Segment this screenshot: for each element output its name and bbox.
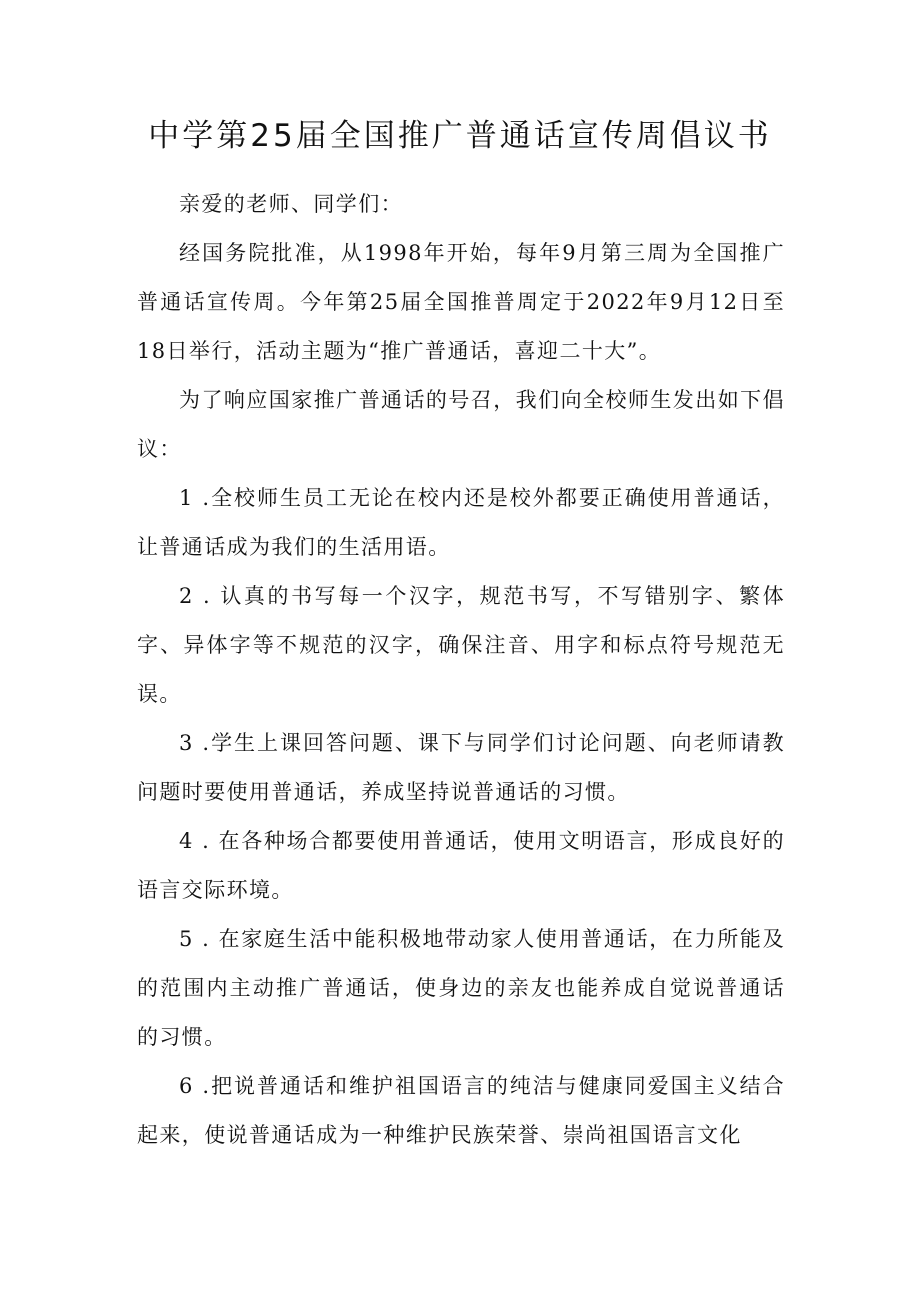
paragraph-call: 为了响应国家推广普通话的号召，我们向全校师生发出如下倡议：: [137, 388, 785, 461]
proposal-item-1: 1 .全校师生员工无论在校内还是校外都要正确使用普通话，让普通话成为我们的生活用语。: [137, 486, 785, 559]
paragraph-background: 经国务院批准，从1998年开始，每年9月第三周为全国推广普通话宣传周。今年第25届全国推普周定于2022年9月12日至18日举行，活动主题为“推广普通话，喜迎二十大”。: [137, 241, 785, 363]
proposal-item-4: 4 . 在各种场合都要使用普通话，使用文明语言，形成良好的语言交际环境。: [137, 829, 785, 902]
proposal-item-6: 6 .把说普通话和维护祖国语言的纯洁与健康同爱国主义结合起来，使说普通话成为一种维护民族荣誉、崇尚祖国语言文化: [137, 1074, 785, 1147]
document-body: [137, 180, 785, 1160]
proposal-item-5: 5 . 在家庭生活中能积极地带动家人使用普通话，在力所能及的范围内主动推广普通话，使身边的亲友也能养成自觉说普通话的习惯。: [137, 927, 785, 1049]
proposal-item-2: 2 . 认真的书写每一个汉字，规范书写，不写错别字、繁体字、异体字等不规范的汉字，确保注音、用字和标点符号规范无误。: [137, 584, 785, 706]
document-title: 中学第25届全国推广普通话宣传周倡议书: [148, 118, 772, 154]
proposal-item-3: 3 .学生上课回答问题、课下与同学们讨论问题、向老师请教问题时要使用普通话，养成坚持说普通话的习惯。: [137, 731, 785, 804]
salutation: 亲爱的老师、同学们：: [179, 192, 403, 216]
